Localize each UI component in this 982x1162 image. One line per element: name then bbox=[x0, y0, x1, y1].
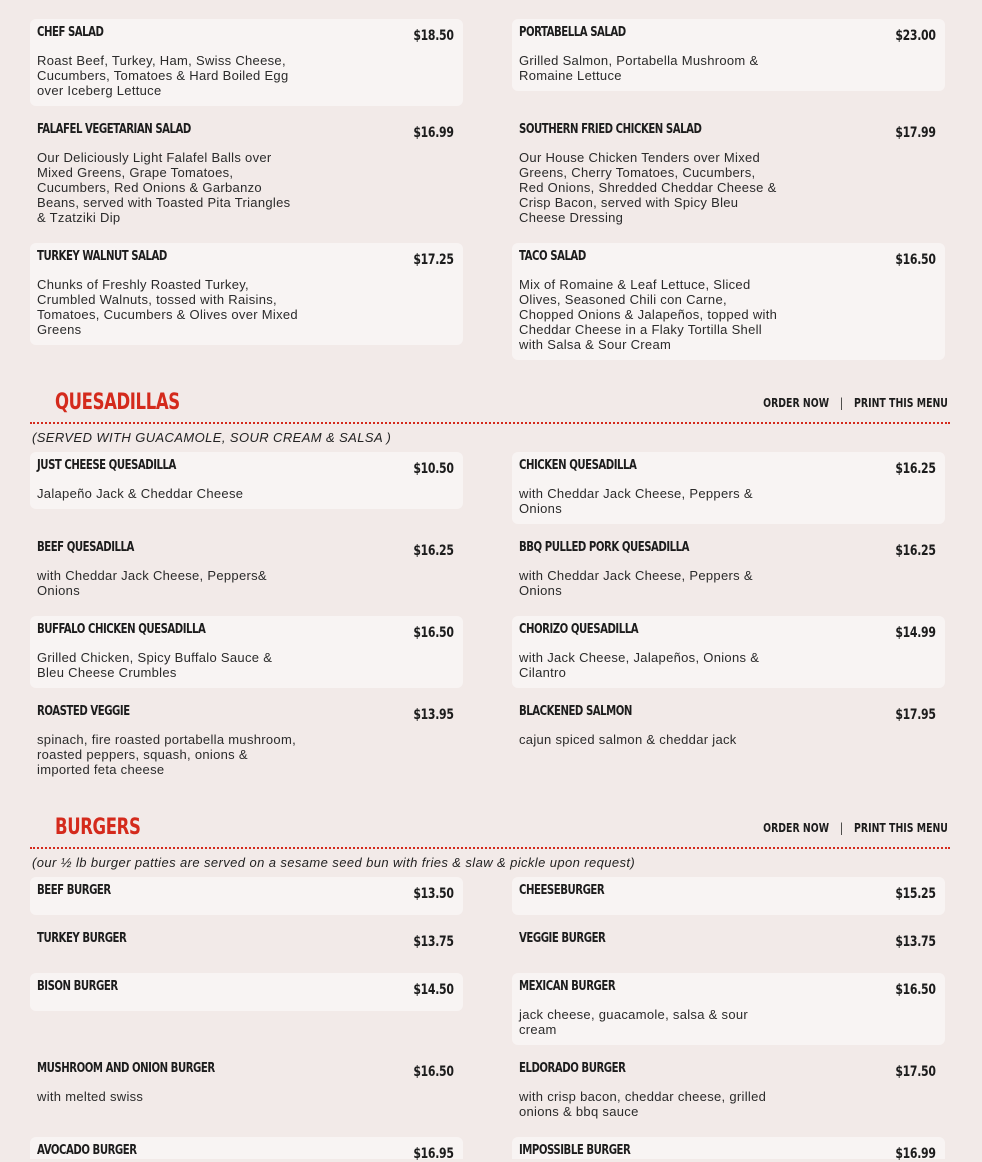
item-price: $16.50 bbox=[895, 982, 936, 998]
item-name: BEEF BURGER bbox=[37, 883, 111, 898]
link-separator: | bbox=[840, 396, 844, 410]
menu-item bbox=[512, 616, 945, 688]
menu-item bbox=[30, 616, 463, 688]
item-name: VEGGIE BURGER bbox=[519, 931, 606, 946]
section-links bbox=[763, 821, 948, 835]
item-description: Grilled Chicken, Spicy Buffalo Sauce & Bleu Cheese Crumbles bbox=[37, 650, 273, 680]
item-description: with melted swiss bbox=[37, 1089, 144, 1104]
item-price: $17.25 bbox=[413, 252, 454, 268]
menu-item bbox=[30, 925, 463, 963]
item-price: $17.95 bbox=[895, 707, 936, 723]
menu-item bbox=[512, 1137, 945, 1162]
link-separator: | bbox=[840, 821, 844, 835]
item-price: $16.50 bbox=[413, 625, 454, 641]
order-now-link[interactable]: ORDER NOW bbox=[763, 821, 830, 835]
menu-item bbox=[30, 1055, 463, 1112]
item-name: BLACKENED SALMON bbox=[519, 704, 632, 719]
item-name: AVOCADO BURGER bbox=[37, 1143, 137, 1158]
menu-item bbox=[30, 1137, 463, 1162]
item-name: PORTABELLA SALAD bbox=[519, 25, 626, 40]
order-now-link[interactable]: ORDER NOW bbox=[763, 396, 830, 410]
menu-item bbox=[30, 698, 463, 785]
item-price: $17.50 bbox=[895, 1064, 936, 1080]
menu-item bbox=[512, 116, 945, 233]
item-name: BEEF QUESADILLA bbox=[37, 540, 134, 555]
item-name: FALAFEL VEGETARIAN SALAD bbox=[37, 122, 191, 137]
item-price: $14.99 bbox=[895, 625, 936, 641]
print-menu-link[interactable]: PRINT THIS MENU bbox=[854, 821, 948, 835]
item-price: $23.00 bbox=[895, 28, 936, 44]
item-price: $16.99 bbox=[413, 125, 454, 141]
item-description: Grilled Salmon, Portabella Mushroom & Romaine Lettuce bbox=[519, 53, 759, 83]
item-name: BISON BURGER bbox=[37, 979, 118, 994]
item-price: $10.50 bbox=[413, 461, 454, 477]
section-title: QUESADILLAS bbox=[55, 390, 180, 415]
item-name: MEXICAN BURGER bbox=[519, 979, 616, 994]
menu-item bbox=[30, 19, 463, 106]
item-name: TURKEY BURGER bbox=[37, 931, 127, 946]
menu-item bbox=[512, 19, 945, 91]
print-menu-link[interactable]: PRINT THIS MENU bbox=[854, 396, 948, 410]
item-price: $16.25 bbox=[895, 543, 936, 559]
item-name: SOUTHERN FRIED CHICKEN SALAD bbox=[519, 122, 702, 137]
item-description: with Jack Cheese, Jalapeños, Onions & Cilantro bbox=[519, 650, 760, 680]
item-description: with crisp bacon, cheddar cheese, grilled onions & bbq sauce bbox=[519, 1089, 767, 1119]
item-price: $13.75 bbox=[413, 934, 454, 950]
menu-item bbox=[512, 698, 945, 755]
item-name: JUST CHEESE QUESADILLA bbox=[37, 458, 176, 473]
menu-item bbox=[30, 452, 463, 509]
item-description: Mix of Romaine & Leaf Lettuce, Sliced Olives, Seasoned Chili con Carne, Chopped Onions & Jalapeños, topped with Cheddar Cheese in a Flaky Tortilla Shell with Salsa & Sour Cream bbox=[519, 277, 778, 352]
item-description: with Cheddar Jack Cheese, Peppers & Onions bbox=[519, 486, 753, 516]
item-name: CHICKEN QUESADILLA bbox=[519, 458, 637, 473]
item-name: IMPOSSIBLE BURGER bbox=[519, 1143, 631, 1158]
item-description: Chunks of Freshly Roasted Turkey, Crumbled Walnuts, tossed with Raisins, Tomatoes, Cucumbers & Olives over Mixed Greens bbox=[37, 277, 298, 337]
menu-item bbox=[512, 534, 945, 606]
item-description: jack cheese, guacamole, salsa & sour cream bbox=[519, 1007, 749, 1037]
item-price: $15.25 bbox=[895, 886, 936, 902]
item-description: spinach, fire roasted portabella mushroom, roasted peppers, squash, onions & imported feta cheese bbox=[37, 732, 297, 777]
item-price: $16.25 bbox=[413, 543, 454, 559]
item-price: $16.50 bbox=[895, 252, 936, 268]
item-description: Roast Beef, Turkey, Ham, Swiss Cheese, Cucumbers, Tomatoes & Hard Boiled Egg over Iceberg Lettuce bbox=[37, 53, 289, 98]
section-note: (our ½ lb burger patties are served on a sesame seed bun with fries & slaw & pickle upon request) bbox=[32, 855, 636, 870]
item-description: Our House Chicken Tenders over Mixed Greens, Cherry Tomatoes, Cucumbers, Red Onions, Shredded Cheddar Cheese & Crisp Bacon, served with Spicy Bleu Cheese Dressing bbox=[519, 150, 777, 225]
item-name: CHORIZO QUESADILLA bbox=[519, 622, 639, 637]
menu-item bbox=[512, 925, 945, 963]
section-header-burgers bbox=[30, 815, 950, 849]
item-price: $18.50 bbox=[413, 28, 454, 44]
item-name: ROASTED VEGGIE bbox=[37, 704, 130, 719]
item-description: Jalapeño Jack & Cheddar Cheese bbox=[37, 486, 244, 501]
item-price: $13.50 bbox=[413, 886, 454, 902]
menu-item bbox=[512, 973, 945, 1045]
item-name: CHEESEBURGER bbox=[519, 883, 605, 898]
item-description: with Cheddar Jack Cheese, Peppers & Onions bbox=[519, 568, 753, 598]
section-header-quesadillas bbox=[30, 390, 950, 424]
section-note: (SERVED WITH GUACAMOLE, SOUR CREAM & SALSA ) bbox=[32, 430, 392, 445]
menu-item bbox=[30, 534, 463, 606]
item-price: $16.99 bbox=[895, 1146, 936, 1162]
menu-item bbox=[30, 243, 463, 345]
item-description: cajun spiced salmon & cheddar jack bbox=[519, 732, 737, 747]
menu-item bbox=[30, 973, 463, 1011]
item-price: $14.50 bbox=[413, 982, 454, 998]
item-name: MUSHROOM AND ONION BURGER bbox=[37, 1061, 215, 1076]
menu-item bbox=[512, 452, 945, 524]
menu-item bbox=[512, 877, 945, 915]
item-description: Our Deliciously Light Falafel Balls over Mixed Greens, Grape Tomatoes, Cucumbers, Red Onions & Garbanzo Beans, served with Toasted Pita Triangles & Tzatziki Dip bbox=[37, 150, 291, 225]
item-name: CHEF SALAD bbox=[37, 25, 104, 40]
item-price: $13.95 bbox=[413, 707, 454, 723]
section-links bbox=[763, 396, 948, 410]
item-price: $16.25 bbox=[895, 461, 936, 477]
item-name: BBQ PULLED PORK QUESADILLA bbox=[519, 540, 690, 555]
menu-item bbox=[30, 877, 463, 915]
section-title: BURGERS bbox=[55, 815, 141, 840]
item-name: ELDORADO BURGER bbox=[519, 1061, 626, 1076]
item-name: TURKEY WALNUT SALAD bbox=[37, 249, 167, 264]
item-name: BUFFALO CHICKEN QUESADILLA bbox=[37, 622, 206, 637]
menu-item bbox=[512, 243, 945, 360]
item-description: with Cheddar Jack Cheese, Peppers& Onions bbox=[37, 568, 267, 598]
menu-item bbox=[512, 1055, 945, 1127]
item-price: $13.75 bbox=[895, 934, 936, 950]
item-price: $17.99 bbox=[895, 125, 936, 141]
menu-item bbox=[30, 116, 463, 233]
item-name: TACO SALAD bbox=[519, 249, 586, 264]
item-price: $16.50 bbox=[413, 1064, 454, 1080]
item-price: $16.95 bbox=[413, 1146, 454, 1162]
